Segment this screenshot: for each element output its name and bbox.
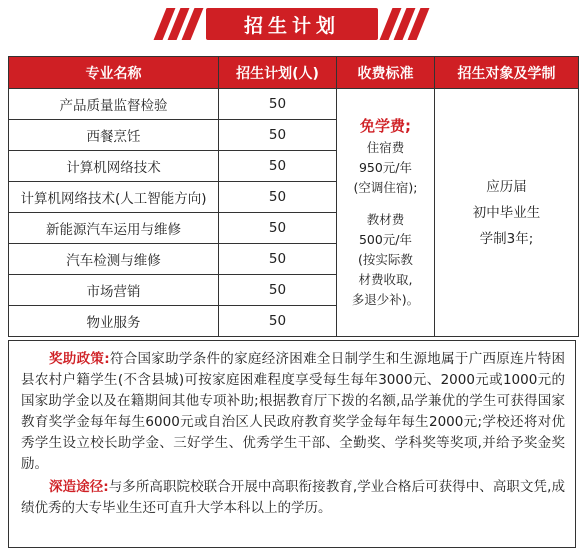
table-row — [9, 89, 579, 120]
target-line: 学制3年; — [479, 230, 534, 247]
policy-paragraph — [21, 349, 565, 475]
major-name: 物业服务 — [9, 306, 219, 337]
fee-title: 免学费; — [360, 117, 411, 135]
header-target: 招生对象及学制 — [435, 57, 579, 89]
fee-line: (按实际教 — [358, 252, 413, 267]
major-name: 计算机网络技术 — [9, 151, 219, 182]
major-name: 市场营销 — [9, 275, 219, 306]
policy-text: 符合国家助学条件的家庭经济困难全日制学生和生源地属于广西原连片特困县农村户籍学生(不含县城)可按家庭困难程度享受每生每年3000元、2000元或1000元的国家助学金以及在籍期间其他专项补助;根据教育厅下拨的名额,品学兼优的学生可获得国家教育奖学金每年每生6000元或自治区人民政府教育奖学金每年每生2000元;学校还将对优秀学生设立校长助学金、三好学生、优秀学生干部、全勤奖、学科奖等奖项,并给予奖金奖励。 — [21, 351, 566, 472]
fee-line: 材费收取, — [358, 272, 413, 287]
plan-count: 50 — [219, 306, 337, 337]
fee-line: 多退少补)。 — [351, 292, 420, 307]
fee-line: 950元/年 — [358, 160, 413, 175]
plan-count: 50 — [219, 151, 337, 182]
major-name: 西餐烹饪 — [9, 120, 219, 151]
decorative-stripes-left — [160, 8, 202, 40]
pathway-text: 与多所高职院校联合开展中高职衔接教育,学业合格后可获得中、高职文凭,成绩优秀的大专毕业生还可直升大学本科以上的学历。 — [21, 479, 565, 516]
table-header-row — [9, 57, 579, 89]
title-banner — [0, 0, 584, 50]
major-name: 汽车检测与维修 — [9, 244, 219, 275]
target-line: 应历届 — [486, 178, 527, 195]
header-fee: 收费标准 — [337, 57, 435, 89]
header-plan: 招生计划(人) — [219, 57, 337, 89]
policy-box — [8, 340, 576, 548]
target-line: 初中毕业生 — [472, 204, 541, 221]
pathway-paragraph — [21, 477, 565, 519]
admission-table — [8, 56, 579, 337]
fee-line: 住宿费 — [366, 140, 405, 155]
fee-line: (空调住宿); — [353, 180, 418, 195]
plan-count: 50 — [219, 120, 337, 151]
major-name: 计算机网络技术(人工智能方向) — [9, 182, 219, 213]
plan-count: 50 — [219, 182, 337, 213]
plan-count: 50 — [219, 275, 337, 306]
pathway-label: 深造途径: — [49, 479, 109, 495]
policy-label: 奖助政策: — [49, 351, 110, 367]
major-name: 产品质量监督检验 — [9, 89, 219, 120]
page-title: 招生计划 — [243, 14, 340, 37]
plan-count: 50 — [219, 244, 337, 275]
major-name: 新能源汽车运用与维修 — [9, 213, 219, 244]
plan-count: 50 — [219, 89, 337, 120]
decorative-stripes-right — [386, 8, 428, 40]
fee-cell — [337, 89, 435, 337]
fee-line: 500元/年 — [358, 232, 413, 247]
header-major: 专业名称 — [9, 57, 219, 89]
fee-line: 教材费 — [366, 212, 405, 227]
title-box — [206, 8, 378, 40]
target-cell — [435, 89, 579, 337]
plan-count: 50 — [219, 213, 337, 244]
